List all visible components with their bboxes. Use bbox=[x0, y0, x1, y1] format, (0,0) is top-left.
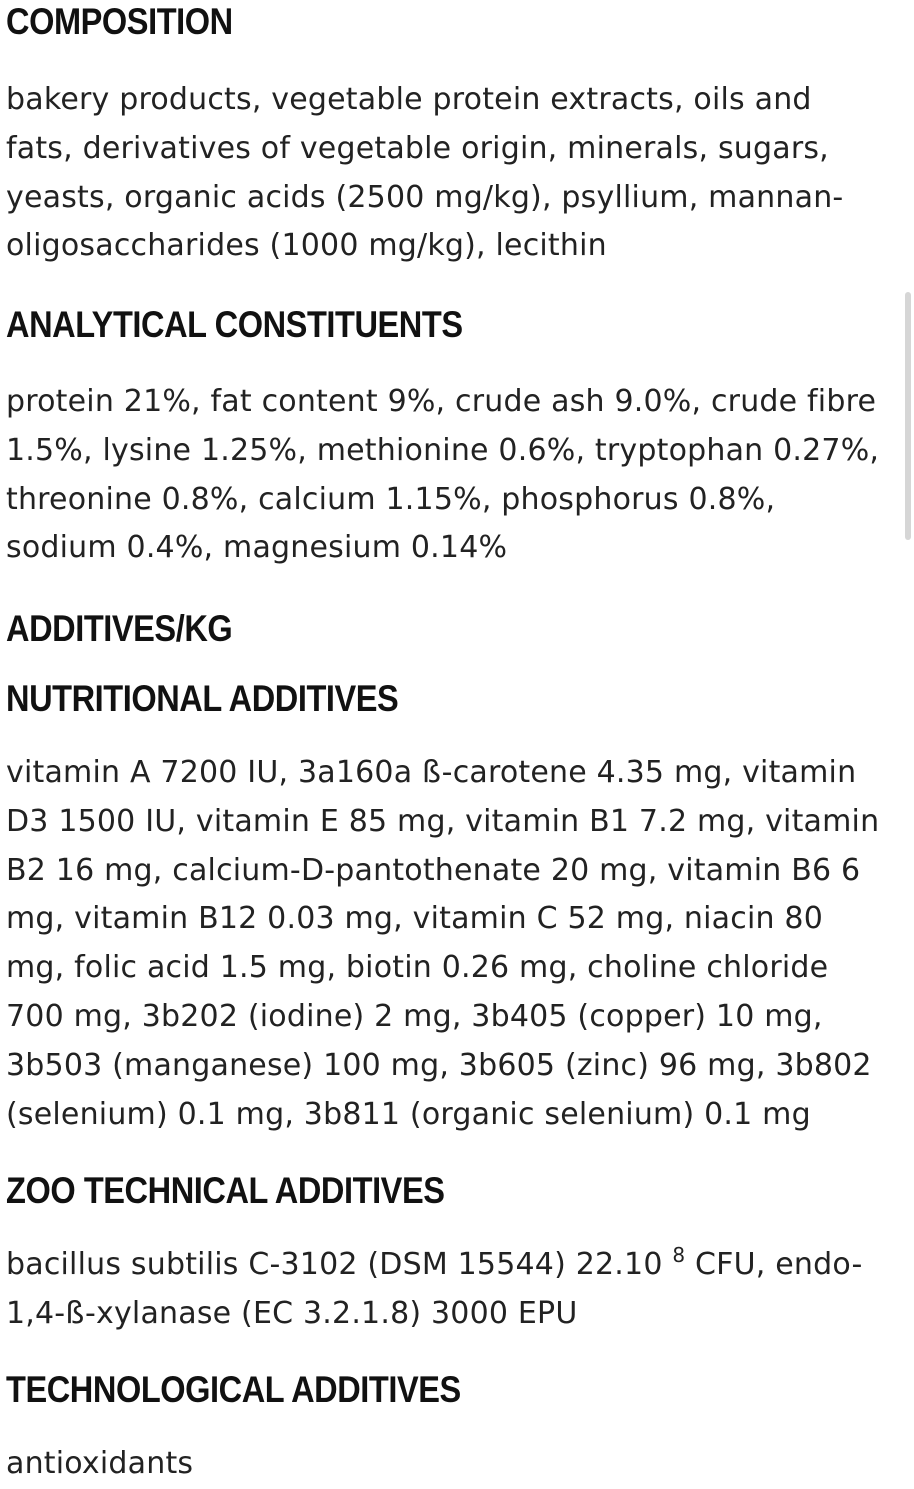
nutritional-additives-heading: NUTRITIONAL ADDITIVES bbox=[6, 678, 399, 719]
text-line: 1,4-ß-xylanase (EC 3.2.1.8) 3000 EPU bbox=[6, 1295, 578, 1331]
text-line: 3b503 (manganese) 100 mg, 3b605 (zinc) 96 mg, 3b802 bbox=[6, 1047, 872, 1083]
text-fragment: bacillus subtilis C-3102 (DSM 15544) 22.10 bbox=[6, 1247, 663, 1282]
text-line: D3 1500 IU, vitamin E 85 mg, vitamin B1 7.2 mg, vitamin bbox=[6, 803, 880, 839]
text-fragment: CFU, endo- bbox=[685, 1247, 863, 1282]
text-line: vitamin A 7200 IU, 3a160a ß-carotene 4.35 mg, vitamin bbox=[6, 755, 857, 790]
text-line: fats, derivatives of vegetable origin, minerals, sugars, bbox=[6, 130, 829, 166]
text-line bbox=[6, 1241, 863, 1290]
superscript-exponent: 8 bbox=[672, 1243, 686, 1267]
text-line: sodium 0.4%, magnesium 0.14% bbox=[6, 530, 508, 566]
analytical-constituents-text bbox=[6, 378, 879, 573]
zootechnical-additives-text bbox=[6, 1241, 863, 1339]
text-line: oligosaccharides (1000 mg/kg), lecithin bbox=[6, 228, 607, 264]
analytical-constituents-heading: ANALYTICAL CONSTITUENTS bbox=[6, 304, 463, 345]
additives-per-kg-heading: ADDITIVES/KG bbox=[6, 608, 233, 649]
vertical-scrollbar[interactable] bbox=[905, 292, 911, 540]
zootechnical-additives-heading: ZOO TECHNICAL ADDITIVES bbox=[6, 1170, 445, 1211]
text-line: protein 21%, fat content 9%, crude ash 9.0%, crude fibre bbox=[6, 384, 877, 419]
text-line: mg, folic acid 1.5 mg, biotin 0.26 mg, choline chloride bbox=[6, 950, 829, 986]
technological-additives-heading: TECHNOLOGICAL ADDITIVES bbox=[6, 1369, 461, 1410]
composition-text bbox=[6, 76, 843, 271]
text-line: 700 mg, 3b202 (iodine) 2 mg, 3b405 (copper) 10 mg, bbox=[6, 998, 823, 1034]
nutritional-additives-text bbox=[6, 749, 879, 1139]
text-line: antioxidants bbox=[6, 1446, 194, 1481]
text-line: mg, vitamin B12 0.03 mg, vitamin C 52 mg, niacin 80 bbox=[6, 901, 824, 937]
text-line: 1.5%, lysine 1.25%, methionine 0.6%, tryptophan 0.27%, bbox=[6, 432, 880, 468]
text-line: threonine 0.8%, calcium 1.15%, phosphorus 0.8%, bbox=[6, 481, 776, 517]
text-line: B2 16 mg, calcium-D-pantothenate 20 mg, vitamin B6 6 bbox=[6, 852, 861, 888]
composition-heading: COMPOSITION bbox=[6, 1, 233, 42]
text-line: yeasts, organic acids (2500 mg/kg), psyllium, mannan- bbox=[6, 179, 844, 215]
text-line: bakery products, vegetable protein extracts, oils and bbox=[6, 82, 812, 117]
text-line: (selenium) 0.1 mg, 3b811 (organic selenium) 0.1 mg bbox=[6, 1096, 811, 1132]
technological-additives-text bbox=[6, 1440, 193, 1489]
